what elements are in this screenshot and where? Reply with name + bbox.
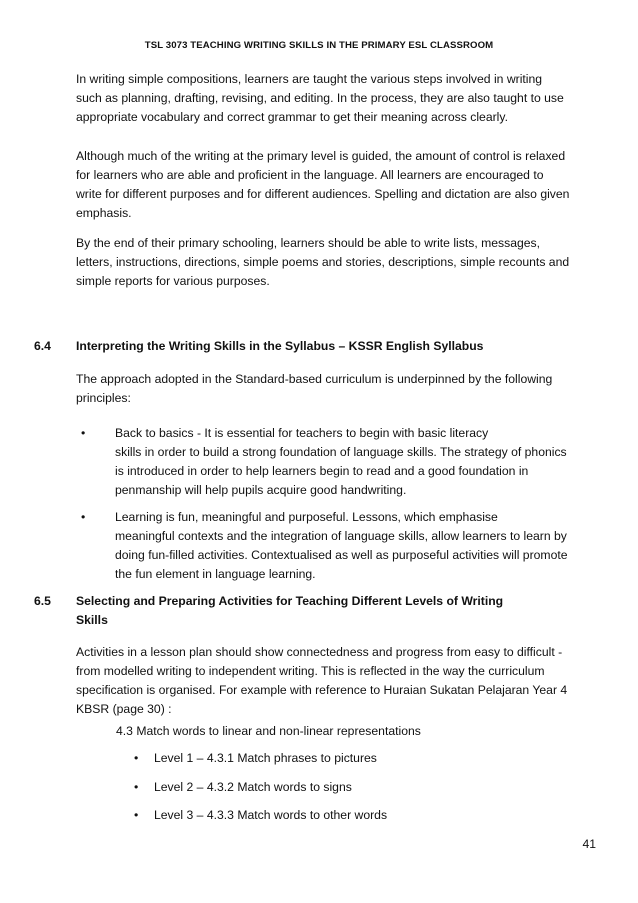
text-line: the fun element in language learning.: [115, 567, 316, 581]
section-title-6-4: Interpreting the Writing Skills in the Syllabus – KSSR English Syllabus: [76, 339, 484, 353]
text-line: The approach adopted in the Standard-based curriculum is underpinned by the following: [76, 372, 553, 386]
paragraph-guided-writing: [76, 147, 604, 223]
text-line: Although much of the writing at the primary level is guided, the amount of control is relaxed: [76, 149, 566, 163]
paragraph-composition: [76, 70, 604, 127]
running-header: TSL 3073 TEACHING WRITING SKILLS IN THE PRIMARY ESL CLASSROOM: [144, 40, 494, 51]
text-line: simple reports for various purposes.: [76, 274, 270, 288]
text-line: Learning is fun, meaningful and purposeful. Lessons, which emphasise: [115, 510, 498, 524]
bullet-mark: •: [134, 780, 139, 794]
text-line: is introduced in order to help learners begin to read and a good foundation in: [115, 464, 529, 478]
level-1-item: Level 1 – 4.3.1 Match phrases to pictures: [154, 751, 377, 765]
text-line: Back to basics - It is essential for teachers to begin with basic literacy: [115, 426, 489, 440]
bullet-learning-is-fun: [115, 508, 605, 584]
text-line: Activities in a lesson plan should show connectedness and progress from easy to difficult -: [76, 645, 563, 659]
level-2-item: Level 2 – 4.3.2 Match words to signs: [154, 780, 352, 794]
bullet-mark: •: [81, 510, 86, 524]
text-line: By the end of their primary schooling, learners should be able to write lists, messages,: [76, 236, 541, 250]
text-line: skills in order to build a strong foundation of language skills. The strategy of phonics: [115, 445, 567, 459]
text-line: emphasis.: [76, 206, 132, 220]
text-line: specification is organised. For example with reference to Huraian Sukatan Pelajaran Year 4: [76, 683, 568, 697]
text-line: In writing simple compositions, learners are taught the various steps involved in writing: [76, 72, 543, 86]
level-3-item: Level 3 – 4.3.3 Match words to other words: [154, 808, 388, 822]
bullet-mark: •: [134, 751, 139, 765]
section-number-6-4: 6.4: [34, 339, 51, 353]
section-6-4-intro: [76, 370, 604, 408]
text-line: doing fun-filled activities. Contextualised as well as purposeful activities will promote: [115, 548, 568, 562]
bullet-mark: •: [81, 426, 86, 440]
bullet-mark: •: [134, 808, 139, 822]
text-line: appropriate vocabulary and correct grammar to get their meaning across clearly.: [76, 110, 508, 124]
standard-4-3: 4.3 Match words to linear and non-linear representations: [116, 724, 421, 738]
text-line: write for different purposes and for different audiences. Spelling and dictation are also given: [76, 187, 570, 201]
section-title-6-5: [76, 592, 596, 630]
text-line: meaningful contexts and the integration of language skills, allow learners to learn by: [115, 529, 567, 543]
text-line: such as planning, drafting, revising, and editing. In the process, they are also taught to use: [76, 91, 564, 105]
paragraph-end-of-schooling: [76, 234, 604, 291]
bullet-back-to-basics: [115, 424, 605, 500]
title-line: Selecting and Preparing Activities for Teaching Different Levels of Writing: [76, 594, 504, 608]
text-line: for learners who are able and proficient in the language. All learners are encouraged to: [76, 168, 544, 182]
title-line: Skills: [76, 613, 108, 627]
section-number-6-5: 6.5: [34, 594, 51, 608]
page-number: 41: [582, 837, 596, 851]
text-line: KBSR (page 30) :: [76, 702, 172, 716]
text-line: letters, instructions, directions, simple poems and stories, descriptions, simple recounts and: [76, 255, 570, 269]
text-line: principles:: [76, 391, 131, 405]
text-line: penmanship will help pupils acquire good handwriting.: [115, 483, 407, 497]
text-line: from modelled writing to independent writing. This is reflected in the way the curriculum: [76, 664, 545, 678]
section-6-5-body: [76, 643, 604, 719]
